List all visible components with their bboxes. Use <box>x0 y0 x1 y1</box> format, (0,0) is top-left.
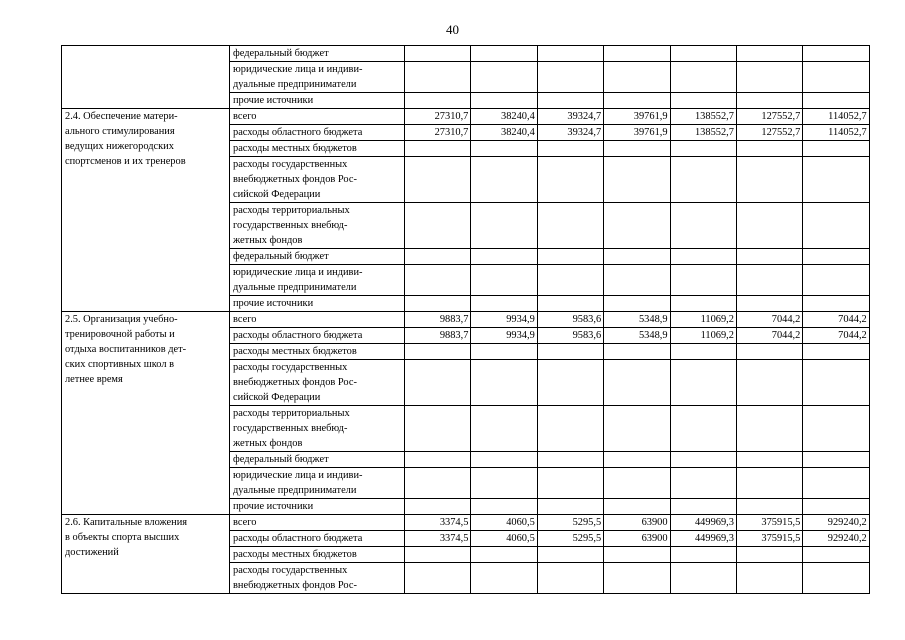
value-cell <box>471 203 537 249</box>
value-cell <box>736 499 802 515</box>
value-cell <box>405 46 471 62</box>
value-cell <box>471 563 537 594</box>
value-cell <box>736 296 802 312</box>
source-cell: всего <box>230 312 405 328</box>
table-row <box>62 312 870 328</box>
value-cell <box>405 360 471 406</box>
value-cell: 39324,7 <box>537 109 603 125</box>
value-cell <box>736 468 802 499</box>
value-cell <box>405 296 471 312</box>
value-cell <box>604 141 670 157</box>
value-cell <box>537 157 603 203</box>
value-cell <box>670 249 736 265</box>
value-cell <box>670 46 736 62</box>
value-cell: 39761,9 <box>604 109 670 125</box>
value-cell <box>670 296 736 312</box>
measure-cell: 2.4. Обеспечение матери- ального стимулирования ведущих нижегородских спортсменов и их тренеров <box>62 109 230 312</box>
value-cell <box>803 265 869 296</box>
source-cell: юридические лица и индиви- дуальные предприниматели <box>230 468 405 499</box>
value-cell <box>471 360 537 406</box>
source-cell: расходы территориальных государственных внебюд- жетных фондов <box>230 406 405 452</box>
value-cell: 7044,2 <box>736 328 802 344</box>
value-cell <box>537 360 603 406</box>
value-cell <box>471 157 537 203</box>
value-cell <box>537 141 603 157</box>
value-cell <box>405 406 471 452</box>
source-cell: юридические лица и индиви- дуальные предприниматели <box>230 265 405 296</box>
value-cell <box>405 468 471 499</box>
value-cell: 3374,5 <box>405 531 471 547</box>
value-cell <box>471 296 537 312</box>
value-cell: 27310,7 <box>405 125 471 141</box>
source-cell: прочие источники <box>230 93 405 109</box>
source-cell: расходы государственных внебюджетных фондов Рос- сийской Федерации <box>230 157 405 203</box>
value-cell <box>537 563 603 594</box>
value-cell <box>537 296 603 312</box>
value-cell: 375915,5 <box>736 515 802 531</box>
value-cell <box>736 547 802 563</box>
value-cell <box>670 265 736 296</box>
value-cell <box>471 452 537 468</box>
value-cell: 9883,7 <box>405 328 471 344</box>
value-cell <box>670 157 736 203</box>
value-cell <box>736 93 802 109</box>
measure-cell: 2.5. Организация учебно- тренировочной работы и отдыха воспитанников дет- ских спортивных школ в летнее время <box>62 312 230 515</box>
value-cell: 5295,5 <box>537 515 603 531</box>
value-cell: 375915,5 <box>736 531 802 547</box>
value-cell <box>803 563 869 594</box>
value-cell: 5348,9 <box>604 312 670 328</box>
value-cell <box>670 452 736 468</box>
value-cell <box>537 499 603 515</box>
measure-cell <box>62 46 230 109</box>
value-cell <box>471 249 537 265</box>
value-cell <box>803 452 869 468</box>
value-cell: 4060,5 <box>471 515 537 531</box>
value-cell <box>405 203 471 249</box>
value-cell: 127552,7 <box>736 109 802 125</box>
table-row <box>62 46 870 62</box>
value-cell <box>803 203 869 249</box>
value-cell <box>670 547 736 563</box>
value-cell <box>471 141 537 157</box>
value-cell <box>471 62 537 93</box>
value-cell: 449969,3 <box>670 531 736 547</box>
value-cell <box>604 93 670 109</box>
value-cell: 449969,3 <box>670 515 736 531</box>
value-cell: 127552,7 <box>736 125 802 141</box>
value-cell <box>803 157 869 203</box>
value-cell <box>537 265 603 296</box>
value-cell: 5295,5 <box>537 531 603 547</box>
value-cell <box>405 157 471 203</box>
value-cell <box>604 563 670 594</box>
value-cell <box>405 344 471 360</box>
value-cell <box>405 62 471 93</box>
value-cell <box>803 62 869 93</box>
value-cell <box>670 62 736 93</box>
value-cell <box>604 265 670 296</box>
value-cell: 27310,7 <box>405 109 471 125</box>
source-cell: прочие источники <box>230 499 405 515</box>
value-cell <box>736 360 802 406</box>
value-cell <box>670 203 736 249</box>
value-cell <box>604 46 670 62</box>
source-cell: федеральный бюджет <box>230 452 405 468</box>
value-cell <box>736 203 802 249</box>
source-cell: расходы государственных внебюджетных фондов Рос- <box>230 563 405 594</box>
value-cell <box>803 499 869 515</box>
value-cell <box>803 406 869 452</box>
source-cell: всего <box>230 109 405 125</box>
value-cell <box>803 296 869 312</box>
value-cell <box>803 141 869 157</box>
value-cell <box>471 406 537 452</box>
value-cell <box>537 547 603 563</box>
value-cell <box>405 249 471 265</box>
value-cell <box>405 93 471 109</box>
value-cell <box>471 344 537 360</box>
value-cell <box>670 563 736 594</box>
table-row <box>62 109 870 125</box>
value-cell <box>670 360 736 406</box>
value-cell: 929240,2 <box>803 515 869 531</box>
value-cell <box>537 249 603 265</box>
value-cell <box>736 406 802 452</box>
value-cell <box>604 344 670 360</box>
value-cell <box>736 249 802 265</box>
value-cell <box>604 452 670 468</box>
value-cell <box>471 265 537 296</box>
source-cell: федеральный бюджет <box>230 46 405 62</box>
value-cell <box>736 563 802 594</box>
value-cell <box>736 62 802 93</box>
value-cell: 38240,4 <box>471 109 537 125</box>
value-cell <box>405 141 471 157</box>
value-cell <box>736 452 802 468</box>
value-cell <box>604 468 670 499</box>
value-cell <box>537 203 603 249</box>
value-cell <box>803 93 869 109</box>
value-cell: 38240,4 <box>471 125 537 141</box>
value-cell: 9883,7 <box>405 312 471 328</box>
value-cell: 11069,2 <box>670 312 736 328</box>
source-cell: федеральный бюджет <box>230 249 405 265</box>
value-cell <box>471 468 537 499</box>
value-cell <box>670 406 736 452</box>
source-cell: расходы местных бюджетов <box>230 344 405 360</box>
value-cell <box>670 499 736 515</box>
value-cell <box>405 563 471 594</box>
source-cell: расходы территориальных государственных внебюд- жетных фондов <box>230 203 405 249</box>
table-row <box>62 515 870 531</box>
value-cell <box>405 452 471 468</box>
value-cell <box>803 360 869 406</box>
value-cell <box>736 265 802 296</box>
source-cell: прочие источники <box>230 296 405 312</box>
value-cell: 929240,2 <box>803 531 869 547</box>
source-cell: расходы областного бюджета <box>230 531 405 547</box>
value-cell <box>604 296 670 312</box>
value-cell: 5348,9 <box>604 328 670 344</box>
source-cell: расходы местных бюджетов <box>230 141 405 157</box>
value-cell <box>803 547 869 563</box>
value-cell <box>537 93 603 109</box>
financing-table <box>61 45 870 594</box>
value-cell <box>670 468 736 499</box>
value-cell <box>405 547 471 563</box>
value-cell: 114052,7 <box>803 109 869 125</box>
value-cell <box>604 406 670 452</box>
value-cell <box>471 46 537 62</box>
value-cell <box>604 157 670 203</box>
value-cell <box>604 249 670 265</box>
source-cell: расходы областного бюджета <box>230 328 405 344</box>
measure-cell: 2.6. Капитальные вложения в объекты спорта высших достижений <box>62 515 230 594</box>
value-cell <box>803 249 869 265</box>
source-cell: расходы областного бюджета <box>230 125 405 141</box>
value-cell <box>736 344 802 360</box>
value-cell <box>537 344 603 360</box>
value-cell: 63900 <box>604 531 670 547</box>
value-cell <box>604 547 670 563</box>
value-cell <box>736 157 802 203</box>
value-cell: 9583,6 <box>537 328 603 344</box>
value-cell: 138552,7 <box>670 125 736 141</box>
value-cell: 138552,7 <box>670 109 736 125</box>
value-cell: 39761,9 <box>604 125 670 141</box>
value-cell <box>537 468 603 499</box>
value-cell <box>803 344 869 360</box>
value-cell: 11069,2 <box>670 328 736 344</box>
source-cell: всего <box>230 515 405 531</box>
value-cell <box>803 46 869 62</box>
value-cell <box>604 360 670 406</box>
value-cell <box>736 46 802 62</box>
source-cell: расходы местных бюджетов <box>230 547 405 563</box>
value-cell <box>405 265 471 296</box>
value-cell <box>405 499 471 515</box>
value-cell: 9583,6 <box>537 312 603 328</box>
value-cell: 9934,9 <box>471 328 537 344</box>
value-cell <box>537 406 603 452</box>
source-cell: юридические лица и индиви- дуальные предприниматели <box>230 62 405 93</box>
value-cell: 7044,2 <box>736 312 802 328</box>
value-cell <box>537 452 603 468</box>
value-cell <box>736 141 802 157</box>
value-cell <box>604 499 670 515</box>
value-cell: 7044,2 <box>803 312 869 328</box>
value-cell <box>537 62 603 93</box>
value-cell <box>471 547 537 563</box>
value-cell <box>670 141 736 157</box>
value-cell <box>471 499 537 515</box>
value-cell <box>604 62 670 93</box>
value-cell <box>604 203 670 249</box>
value-cell: 63900 <box>604 515 670 531</box>
page-number: 40 <box>446 22 459 37</box>
source-cell: расходы государственных внебюджетных фондов Рос- сийской Федерации <box>230 360 405 406</box>
value-cell <box>471 93 537 109</box>
value-cell: 114052,7 <box>803 125 869 141</box>
value-cell: 4060,5 <box>471 531 537 547</box>
value-cell: 3374,5 <box>405 515 471 531</box>
value-cell <box>670 344 736 360</box>
value-cell <box>670 93 736 109</box>
value-cell <box>537 46 603 62</box>
value-cell <box>803 468 869 499</box>
value-cell: 39324,7 <box>537 125 603 141</box>
value-cell: 9934,9 <box>471 312 537 328</box>
value-cell: 7044,2 <box>803 328 869 344</box>
